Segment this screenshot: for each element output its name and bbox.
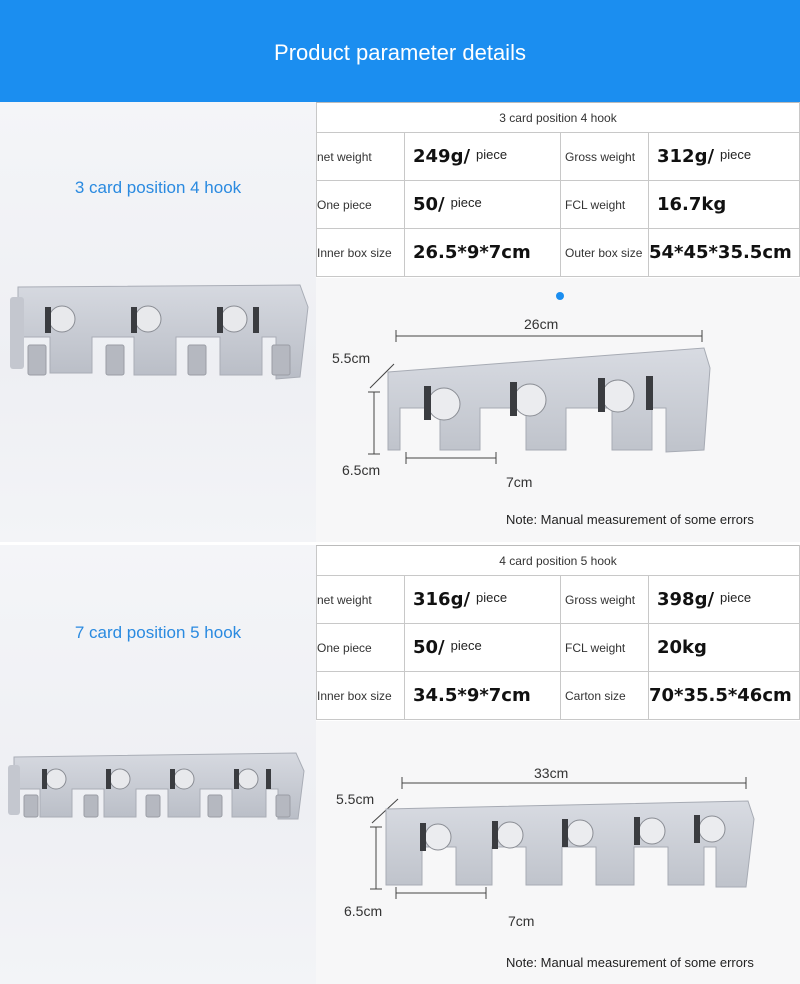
- product-section-1: [0, 102, 800, 542]
- spec-table-1: [316, 102, 800, 277]
- table-row: [317, 181, 800, 229]
- table-row: [317, 672, 800, 720]
- dimension-diagram: [316, 278, 800, 542]
- spec-value: 20kg: [649, 624, 800, 672]
- spec-label: net weight: [317, 133, 405, 181]
- spec-value: 398g/ piece: [649, 576, 800, 624]
- table-row: [317, 133, 800, 181]
- table-row: [317, 229, 800, 277]
- measurement-note: Note: Manual measurement of some errors: [506, 955, 754, 970]
- product-photo-panel: [0, 102, 316, 542]
- spec-label: Inner box size: [317, 672, 405, 720]
- table-caption: 3 card position 4 hook: [317, 103, 800, 133]
- page-header: [0, 0, 800, 102]
- spec-label: Carton size: [561, 672, 649, 720]
- measurement-note: Note: Manual measurement of some errors: [506, 512, 754, 527]
- spec-label: Gross weight: [561, 133, 649, 181]
- spec-value: 34.5*9*7cm: [405, 672, 561, 720]
- spec-value: 70*35.5*46cm: [649, 672, 800, 720]
- spec-label: net weight: [317, 576, 405, 624]
- mop-holder-rack-icon: [0, 267, 316, 407]
- dimension-height: 5.5cm: [336, 791, 375, 807]
- table-row: [317, 576, 800, 624]
- spec-table-2: [316, 545, 800, 720]
- product-name-label: 7 card position 5 hook: [74, 623, 242, 642]
- mop-holder-rack-icon: [0, 743, 316, 843]
- spec-label: Gross weight: [561, 576, 649, 624]
- spec-label: One piece: [317, 181, 405, 229]
- table-row: [317, 624, 800, 672]
- spec-label: One piece: [317, 624, 405, 672]
- measurement-arrow-icon: [316, 721, 800, 984]
- spec-value: 54*45*35.5cm: [649, 229, 800, 277]
- product-section-2: [0, 545, 800, 984]
- product-name-label: 3 card position 4 hook: [74, 178, 242, 197]
- dimension-depth: 6.5cm: [342, 462, 381, 478]
- spec-label: Outer box size: [561, 229, 649, 277]
- dimension-depth: 6.5cm: [344, 903, 383, 919]
- dimension-length: 33cm: [534, 765, 569, 781]
- spec-label: Inner box size: [317, 229, 405, 277]
- spec-value: 50/ piece: [405, 624, 561, 672]
- spec-value: 26.5*9*7cm: [405, 229, 561, 277]
- spec-value: 316g/ piece: [405, 576, 561, 624]
- spec-label: FCL weight: [561, 181, 649, 229]
- dimension-length: 26cm: [524, 316, 559, 332]
- spec-value: 312g/ piece: [649, 133, 800, 181]
- dimension-gap: 7cm: [506, 474, 533, 490]
- spec-value: 16.7kg: [649, 181, 800, 229]
- dimension-diagram: [316, 721, 800, 984]
- page-title: Product parameter details: [274, 40, 526, 65]
- product-photo-panel: [0, 545, 316, 984]
- table-caption: 4 card position 5 hook: [317, 546, 800, 576]
- dimension-gap: 7cm: [508, 913, 535, 929]
- spec-value: 50/ piece: [405, 181, 561, 229]
- spec-label: FCL weight: [561, 624, 649, 672]
- spec-value: 249g/ piece: [405, 133, 561, 181]
- dimension-height: 5.5cm: [332, 350, 371, 366]
